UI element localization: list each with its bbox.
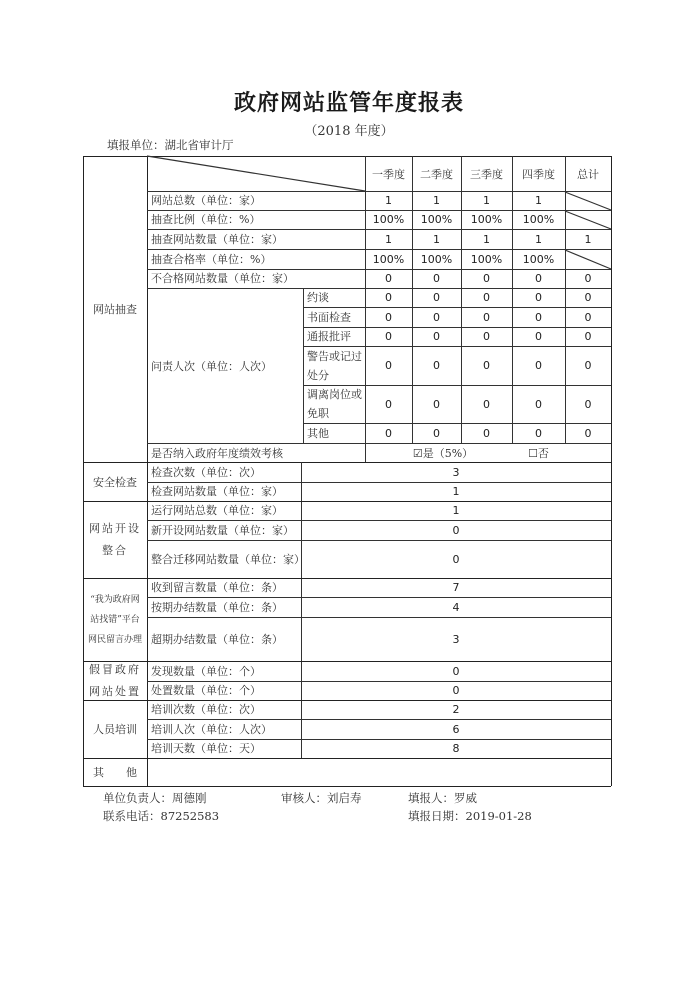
value-cell xyxy=(565,346,611,385)
value-cell xyxy=(512,288,565,307)
section-label-other xyxy=(83,758,147,786)
value-cell-text: 0 xyxy=(452,523,460,537)
value-cell-text: 0 xyxy=(433,426,440,440)
value-cell xyxy=(301,482,611,501)
section-label xyxy=(83,156,147,462)
sub-row-label-text: 通报批评 xyxy=(307,330,351,343)
section-label-other-text: 其 他 xyxy=(93,766,137,779)
value-cell xyxy=(512,307,565,327)
performance-no-checkbox[interactable] xyxy=(502,443,575,462)
value-cell-text: 0 xyxy=(433,272,440,285)
unit-head: 单位负责人：周德刚 xyxy=(103,791,207,805)
section-label-text: 人员培训 xyxy=(93,723,137,736)
value-cell-text: 0 xyxy=(433,291,440,304)
value-cell xyxy=(301,520,611,540)
value-cell xyxy=(461,288,512,307)
value-cell-text: 0 xyxy=(535,359,542,372)
value-cell-text: 1 xyxy=(483,232,490,246)
value-cell-text: 0 xyxy=(535,291,542,304)
value-cell-text: 100% xyxy=(470,213,503,226)
value-cell xyxy=(412,385,461,423)
performance-label-text: 是否纳入政府年度绩效考核 xyxy=(151,446,283,460)
value-cell xyxy=(301,617,611,661)
contact-phone: 联系电话：87252583 xyxy=(103,809,220,823)
row-label xyxy=(147,462,301,482)
value-cell-text: 6 xyxy=(452,722,460,736)
row-label xyxy=(147,269,365,288)
value-cell-text: 0 xyxy=(385,272,392,285)
section-label-text: “我为政府网站找错”平台网民留言办理 xyxy=(87,594,142,645)
section-label xyxy=(83,501,147,578)
value-cell-text: 0 xyxy=(483,359,490,372)
report-year: （2018 年度） xyxy=(304,124,394,139)
performance-label xyxy=(147,443,365,462)
value-cell-text: 0 xyxy=(433,397,440,411)
section-label-text: 网站抽查 xyxy=(93,303,137,316)
row-label xyxy=(147,681,301,700)
value-cell xyxy=(301,661,611,681)
value-cell-text: 0 xyxy=(433,310,440,324)
section-label xyxy=(83,578,147,661)
value-cell-text: 100% xyxy=(522,252,555,266)
value-cell xyxy=(365,385,412,423)
value-cell-text: 0 xyxy=(535,272,542,285)
value-cell xyxy=(461,327,512,346)
value-cell-text: 0 xyxy=(385,330,392,343)
value-cell xyxy=(365,423,412,443)
sub-row-label-text: 其他 xyxy=(307,426,329,440)
value-cell-text: 3 xyxy=(452,465,460,479)
value-cell-text: 0 xyxy=(433,359,440,372)
value-cell-text: 1 xyxy=(452,504,460,517)
row-label-text: 发现数量（单位：个） xyxy=(151,664,261,678)
value-cell-text: 1 xyxy=(433,232,440,246)
value-cell-text: 0 xyxy=(584,397,592,411)
column-header-text: 总计 xyxy=(577,167,599,181)
row-label-text: 运行网站总数（单位：家） xyxy=(151,504,283,517)
value-cell-text: 0 xyxy=(385,310,392,324)
row-label-text: 整合迁移网站数量（单位：家） xyxy=(151,552,305,566)
value-cell xyxy=(365,327,412,346)
value-cell-text: 0 xyxy=(584,359,592,372)
value-cell-text: 0 xyxy=(584,291,592,304)
value-cell-text: 0 xyxy=(452,552,460,566)
value-cell xyxy=(565,288,611,307)
row-label-text: 新开设网站数量（单位：家） xyxy=(151,523,294,537)
value-cell-text: 0 xyxy=(535,330,542,343)
section-label xyxy=(83,462,147,501)
value-cell xyxy=(301,462,611,482)
accountability-label-text: 问责人次（单位：人次） xyxy=(151,359,272,373)
performance-yes-checkbox[interactable] xyxy=(405,443,481,462)
report-title: 政府网站监管年度报表 xyxy=(233,91,464,116)
value-cell-text: 0 xyxy=(584,426,592,440)
value-cell-text: 0 xyxy=(385,359,392,372)
value-cell xyxy=(512,346,565,385)
row-label xyxy=(147,661,301,681)
value-cell xyxy=(461,385,512,423)
value-cell xyxy=(565,385,611,423)
value-cell-text: 4 xyxy=(452,600,460,614)
value-cell-text: 1 xyxy=(535,232,542,246)
value-cell-text: 0 xyxy=(385,397,392,411)
value-cell xyxy=(301,578,611,597)
value-cell xyxy=(461,346,512,385)
sub-row-label-text: 约谈 xyxy=(307,291,329,304)
value-cell-text: 100% xyxy=(372,252,405,266)
value-cell xyxy=(461,423,512,443)
value-cell-text: 1 xyxy=(483,194,490,207)
value-cell xyxy=(565,327,611,346)
filler: 填报人：罗威 xyxy=(408,791,477,805)
value-cell-text: 1 xyxy=(433,194,440,207)
row-label xyxy=(147,700,301,719)
value-cell-text: 1 xyxy=(535,194,542,207)
value-cell-text: 0 xyxy=(535,397,542,411)
sub-row-label-text: 警告或记过处分 xyxy=(307,349,362,382)
value-cell-text: 1 xyxy=(385,194,392,207)
value-cell-text: 2 xyxy=(452,703,460,716)
value-cell-text: 100% xyxy=(522,213,555,226)
value-cell xyxy=(512,327,565,346)
section-label-text: 假冒政府网站处置 xyxy=(89,662,141,698)
sub-row-label xyxy=(303,346,365,385)
value-cell xyxy=(301,700,611,719)
row-label-text: 不合格网站数量（单位：家） xyxy=(151,272,294,285)
value-cell-text: 0 xyxy=(452,684,460,697)
sub-row-label xyxy=(303,385,365,423)
row-label-text: 培训天数（单位：天） xyxy=(151,742,261,755)
value-cell xyxy=(412,423,461,443)
section-label xyxy=(83,661,147,700)
value-cell xyxy=(565,307,611,327)
sub-row-label xyxy=(303,288,365,307)
column-header-text: 三季度 xyxy=(470,167,503,181)
value-cell-text: 0 xyxy=(483,291,490,304)
row-label-text: 收到留言数量（单位：条） xyxy=(151,581,283,594)
value-cell-text: 0 xyxy=(584,310,592,324)
row-label-text: 抽查网站数量（单位：家） xyxy=(151,232,283,246)
column-header-text: 二季度 xyxy=(420,167,453,181)
accountability-label xyxy=(147,288,303,443)
row-label xyxy=(147,501,301,520)
value-cell-text: 0 xyxy=(433,330,440,343)
sub-row-label xyxy=(303,327,365,346)
value-cell xyxy=(512,269,565,288)
row-label xyxy=(147,617,301,661)
value-cell xyxy=(365,307,412,327)
value-cell-text: 0 xyxy=(483,330,490,343)
value-cell-text: 3 xyxy=(452,632,460,646)
row-label-text: 超期办结数量（单位：条） xyxy=(151,632,283,646)
sub-row-label-text: 书面检查 xyxy=(307,310,351,324)
value-cell xyxy=(412,269,461,288)
row-label-text: 检查次数（单位：次） xyxy=(151,465,261,479)
row-label-text: 网站总数（单位：家） xyxy=(151,194,261,207)
row-label xyxy=(147,597,301,617)
value-cell xyxy=(412,346,461,385)
section-label xyxy=(83,700,147,758)
row-label-text: 检查网站数量（单位：家） xyxy=(151,485,283,498)
performance-yes-checkbox-text: ☑是（5%） xyxy=(412,446,474,460)
value-cell-text: 0 xyxy=(483,397,490,411)
section-label-text: 安全检查 xyxy=(93,475,137,489)
column-header-text: 四季度 xyxy=(522,167,555,181)
value-cell-text: 0 xyxy=(385,291,392,304)
sub-row-label-text: 调离岗位或免职 xyxy=(307,388,362,420)
value-cell xyxy=(301,501,611,520)
value-cell-text: 7 xyxy=(452,581,460,594)
value-cell-text: 8 xyxy=(452,742,460,755)
value-cell xyxy=(301,681,611,700)
value-cell xyxy=(365,346,412,385)
row-label-text: 培训次数（单位：次） xyxy=(151,703,261,716)
value-cell xyxy=(512,423,565,443)
value-cell xyxy=(365,269,412,288)
row-label-text: 抽查合格率（单位：%） xyxy=(151,252,272,266)
value-cell xyxy=(461,269,512,288)
row-label xyxy=(147,482,301,501)
section-label-text: 网站开设整合 xyxy=(89,521,141,557)
row-label-text: 按期办结数量（单位：条） xyxy=(151,600,283,614)
value-cell-text: 0 xyxy=(452,664,460,678)
value-cell xyxy=(365,288,412,307)
value-cell-text: 100% xyxy=(420,252,453,266)
value-cell-text: 1 xyxy=(385,232,392,246)
row-label xyxy=(147,520,301,540)
row-label xyxy=(147,540,305,578)
value-cell-text: 1 xyxy=(452,485,460,498)
value-cell-text: 100% xyxy=(372,213,405,226)
value-cell-text: 0 xyxy=(385,426,392,440)
value-cell xyxy=(412,327,461,346)
value-cell-text: 0 xyxy=(584,272,592,285)
value-cell-text: 0 xyxy=(535,426,542,440)
value-cell xyxy=(301,597,611,617)
value-cell-text: 1 xyxy=(584,232,592,246)
value-cell xyxy=(301,739,611,758)
value-cell-text: 0 xyxy=(483,310,490,324)
sub-row-label xyxy=(303,307,365,327)
row-label-text: 培训人次（单位：人次） xyxy=(151,722,272,736)
value-cell-text: 100% xyxy=(470,252,503,266)
value-cell xyxy=(301,719,611,739)
value-cell xyxy=(461,307,512,327)
value-cell xyxy=(565,269,611,288)
column-header-text: 一季度 xyxy=(372,167,405,181)
value-cell-text: 100% xyxy=(420,213,453,226)
sub-row-label xyxy=(303,423,365,443)
row-label-text: 处置数量（单位：个） xyxy=(151,684,261,697)
fill-date: 填报日期：2019-01-28 xyxy=(408,809,532,823)
value-cell-text: 0 xyxy=(483,426,490,440)
row-label xyxy=(147,719,301,739)
row-label xyxy=(147,578,301,597)
value-cell xyxy=(512,385,565,423)
value-cell-text: 0 xyxy=(535,310,542,324)
value-cell-text: 0 xyxy=(584,330,592,343)
value-cell xyxy=(412,288,461,307)
reviewer: 审核人：刘启寿 xyxy=(281,791,362,805)
performance-no-checkbox-text: ☐否 xyxy=(528,446,549,460)
value-cell xyxy=(565,423,611,443)
grid-line xyxy=(83,758,611,759)
value-cell xyxy=(301,540,611,578)
value-cell xyxy=(412,307,461,327)
row-label-text: 抽查比例（单位：%） xyxy=(151,213,261,226)
reporting-unit: 填报单位：湖北省审计厅 xyxy=(107,138,234,152)
value-cell-text: 0 xyxy=(483,272,490,285)
row-label xyxy=(147,739,301,758)
